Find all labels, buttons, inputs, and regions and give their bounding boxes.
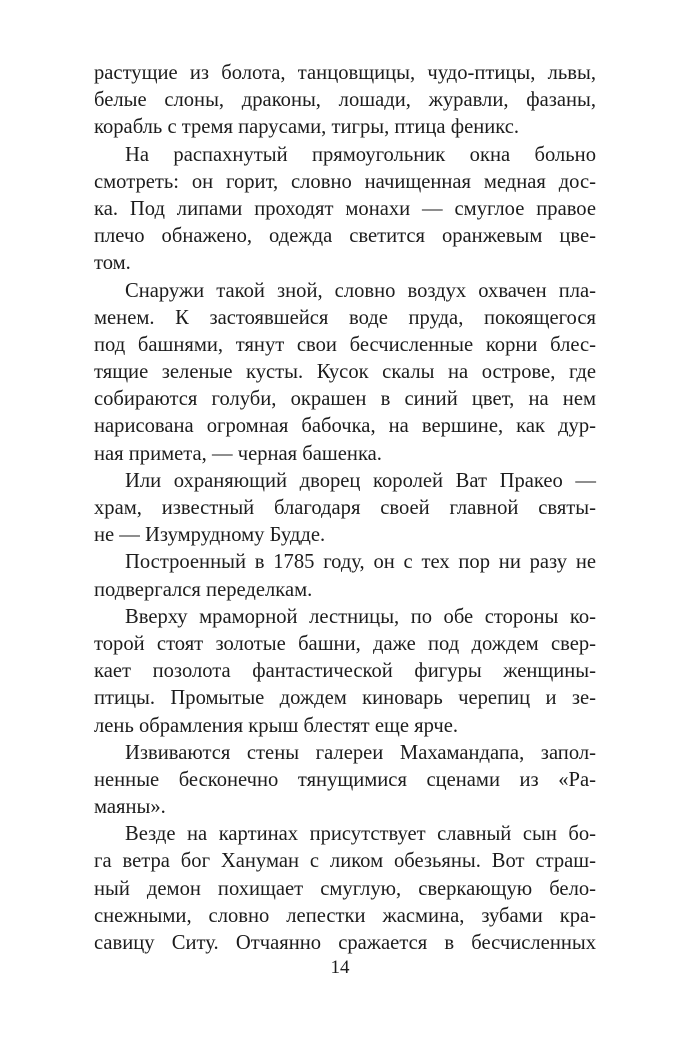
page-number: 14 [330, 957, 350, 978]
paragraph [94, 740, 596, 822]
text-line: маяны». [94, 796, 166, 819]
text-line: собираются голуби, окрашен в синий цвет, на нем [94, 388, 596, 411]
paragraph [94, 821, 596, 957]
body-text [94, 60, 596, 957]
text-line: Везде на картинах присутствует славный сын бо- [125, 823, 596, 846]
paragraph [94, 549, 596, 603]
text-line: под башнями, тянут свои бесчисленные корни блес- [94, 333, 596, 356]
text-line: Извиваются стены галереи Махамандапа, запол- [125, 741, 596, 764]
text-line: не — Изумрудному Будде. [94, 524, 326, 547]
paragraph [94, 468, 596, 550]
text-line: Вверху мраморной лестницы, по обе стороны ко- [125, 605, 596, 628]
text-line: лень обрамления крыш блестят еще ярче. [94, 714, 459, 737]
paragraph [94, 604, 596, 740]
text-line: снежными, словно лепестки жасмина, зубами кра- [94, 904, 596, 927]
text-line: га ветра бог Хануман с ликом обезьяны. Вот страш- [94, 850, 596, 873]
text-line: Построенный в 1785 году, он с тех пор ни разу не [125, 551, 596, 574]
text-line: ка. Под липами проходят монахи — смуглое правое [94, 197, 596, 220]
text-line: менем. К застоявшейся воде пруда, покоящегося [94, 306, 596, 329]
text-line: птицы. Промытые дождем киноварь черепиц и зе- [94, 687, 596, 710]
text-line: савицу Ситу. Отчаянно сражается в бесчисленных [94, 932, 596, 954]
text-line: смотреть: он горит, словно начищенная медная дос- [94, 170, 596, 193]
text-line: корабль с тремя парусами, тигры, птица феникс. [94, 116, 520, 139]
paragraph [94, 142, 596, 278]
text-line: тящие зеленые кусты. Кусок скалы на острове, где [94, 361, 596, 384]
text-line: плечо обнажено, одежда светится оранжевым цве- [94, 225, 596, 248]
paragraph [94, 278, 596, 468]
text-line: нарисована огромная бабочка, на вершине, как дур- [94, 415, 596, 438]
text-line: ная примета, — черная башенка. [94, 442, 382, 465]
text-line: растущие из болота, танцовщицы, чудо-птицы, львы, [94, 62, 596, 84]
text-line: На распахнутый прямоугольник окна больно [125, 143, 596, 166]
text-line: храм, известный благодаря своей главной святы- [94, 497, 596, 519]
text-line: ненные бесконечно тянущимися сценами из «Ра- [94, 768, 596, 791]
text-line: Или охраняющий дворец королей Ват Пракео — [125, 469, 596, 492]
text-line: Снаружи такой зной, словно воздух охвачен пла- [125, 279, 596, 302]
text-line: том. [94, 252, 131, 275]
paragraph [94, 60, 596, 142]
text-line: ный демон похищает смуглую, сверкающую бело- [94, 877, 596, 900]
text-line: подвергался переделкам. [94, 578, 313, 601]
text-line: торой стоят золотые башни, даже под дождем свер- [94, 632, 596, 655]
text-line: кает позолота фантастической фигуры женщины- [94, 660, 596, 683]
text-line: белые слоны, драконы, лошади, журавли, фазаны, [94, 89, 596, 112]
